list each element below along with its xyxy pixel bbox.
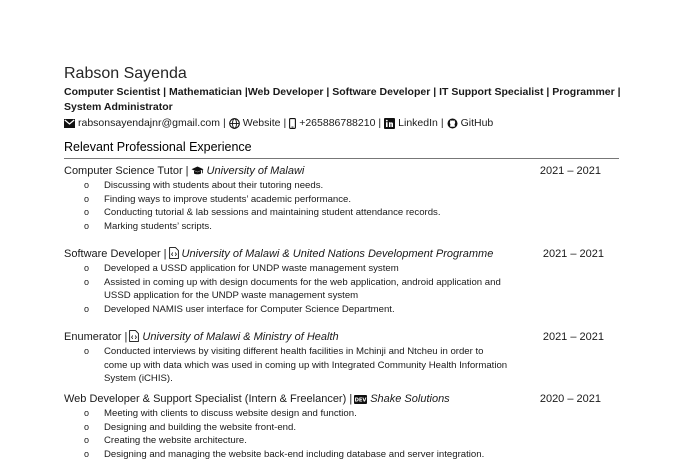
job-header <box>64 392 609 407</box>
job-entry <box>64 247 609 316</box>
job-bullets <box>64 345 609 386</box>
section-divider <box>64 158 619 159</box>
job-header <box>64 247 609 262</box>
contact-line <box>64 116 493 131</box>
bullet-marker: o <box>84 346 90 356</box>
separator: | <box>440 117 444 129</box>
linkedin-link[interactable]: LinkedIn <box>398 117 438 129</box>
job-organization: University of Malawi & United Nations Development Programme <box>181 248 494 260</box>
job-header <box>64 330 609 345</box>
job-bullets <box>64 262 609 316</box>
bullet-text: Creating the website architecture. <box>104 435 247 447</box>
job-organization: University of Malawi & Ministry of Health <box>142 331 339 343</box>
list-item <box>64 262 609 276</box>
phone-number[interactable]: +265886788210 <box>299 117 376 129</box>
job-role: Computer Science Tutor | <box>64 165 189 177</box>
bullet-marker: o <box>84 276 90 287</box>
mobile-phone-icon <box>289 118 296 129</box>
bullet-marker: o <box>84 193 90 204</box>
bullet-marker: o <box>84 180 90 190</box>
job-role: Software Developer | <box>64 248 167 260</box>
separator: | <box>283 117 287 129</box>
job-dates: 2021 – 2021 <box>542 248 604 260</box>
list-item <box>64 303 609 317</box>
job-organization: University of Malawi <box>206 165 305 177</box>
bullet-marker: o <box>84 220 90 231</box>
job-entry <box>64 164 609 233</box>
bullet-text: Assisted in coming up with design documents for the web application, android application and USSD application for the UNDP waste management system <box>104 276 501 302</box>
job-role: Web Developer & Support Specialist (Intern & Freelancer) | <box>64 393 353 405</box>
list-item <box>64 220 609 234</box>
globe-icon <box>229 118 240 129</box>
list-item <box>64 193 609 207</box>
code-file-icon <box>129 330 139 342</box>
list-item <box>64 407 609 421</box>
website-link[interactable]: Website <box>242 117 281 129</box>
bullet-text: Developed a USSD application for UNDP waste management system <box>104 263 399 274</box>
bullet-text: Discussing with students about their tutoring needs. <box>104 180 324 191</box>
bullet-text: Marking students’ scripts. <box>104 220 212 232</box>
job-dates: 2021 – 2021 <box>539 165 601 177</box>
job-entry <box>64 392 609 461</box>
section-title: Relevant Professional Experience <box>64 140 252 154</box>
bullet-text: Conducting tutorial & lab sessions and maintaining student attendance records. <box>104 207 441 219</box>
bullet-text: Conducted interviews by visiting different health facilities in Mchinji and Ntcheu in order to come up with data which was used in coming up with Integrated Community Health Information System (iCHIS). <box>104 346 508 385</box>
bullet-text: Designing and building the website front-end. <box>104 421 297 433</box>
job-dates: 2020 – 2021 <box>539 393 601 405</box>
list-item <box>64 179 609 193</box>
envelope-icon <box>64 119 75 128</box>
list-item <box>64 448 609 461</box>
email-link[interactable]: rabsonsayendajnr@gmail.com <box>78 117 220 129</box>
bullet-marker: o <box>84 435 90 446</box>
list-item <box>64 434 609 448</box>
bullet-text: Designing and managing the website back-end including database and server integration. <box>104 448 485 460</box>
bullet-marker: o <box>84 408 90 418</box>
github-icon <box>447 118 458 129</box>
svg-text:DEV: DEV <box>354 397 367 404</box>
list-item <box>64 276 609 303</box>
separator: | <box>378 117 382 129</box>
bullet-text: Finding ways to improve students’ academic performance. <box>104 193 352 205</box>
separator: | <box>222 117 226 129</box>
bullet-text: Developed NAMIS user interface for Computer Science Department. <box>104 303 395 315</box>
github-link[interactable]: GitHub <box>460 117 494 129</box>
list-item <box>64 421 609 435</box>
list-item <box>64 345 609 386</box>
bullet-marker: o <box>84 303 90 314</box>
bullet-marker: o <box>84 448 90 459</box>
bullet-marker: o <box>84 207 90 218</box>
graduation-cap-icon <box>191 166 204 176</box>
job-organization: Shake Solutions <box>370 393 450 405</box>
job-bullets <box>64 407 609 461</box>
resume-name: Rabson Sayenda <box>64 65 187 82</box>
job-dates: 2021 – 2021 <box>542 331 604 343</box>
job-header <box>64 164 609 179</box>
list-item <box>64 206 609 220</box>
code-file-icon <box>169 247 179 259</box>
bullet-marker: o <box>84 263 90 273</box>
job-entry <box>64 330 609 386</box>
dev-badge-icon <box>354 395 367 404</box>
linkedin-icon <box>384 118 395 129</box>
bullet-marker: o <box>84 421 90 432</box>
professional-titles: Computer Scientist | Mathematician |Web Developer | Software Developer | IT Support Specialist | Programmer | System Administrator <box>64 86 621 113</box>
job-role: Enumerator | <box>64 331 128 343</box>
job-bullets <box>64 179 609 233</box>
bullet-text: Meeting with clients to discuss website design and function. <box>104 408 357 419</box>
